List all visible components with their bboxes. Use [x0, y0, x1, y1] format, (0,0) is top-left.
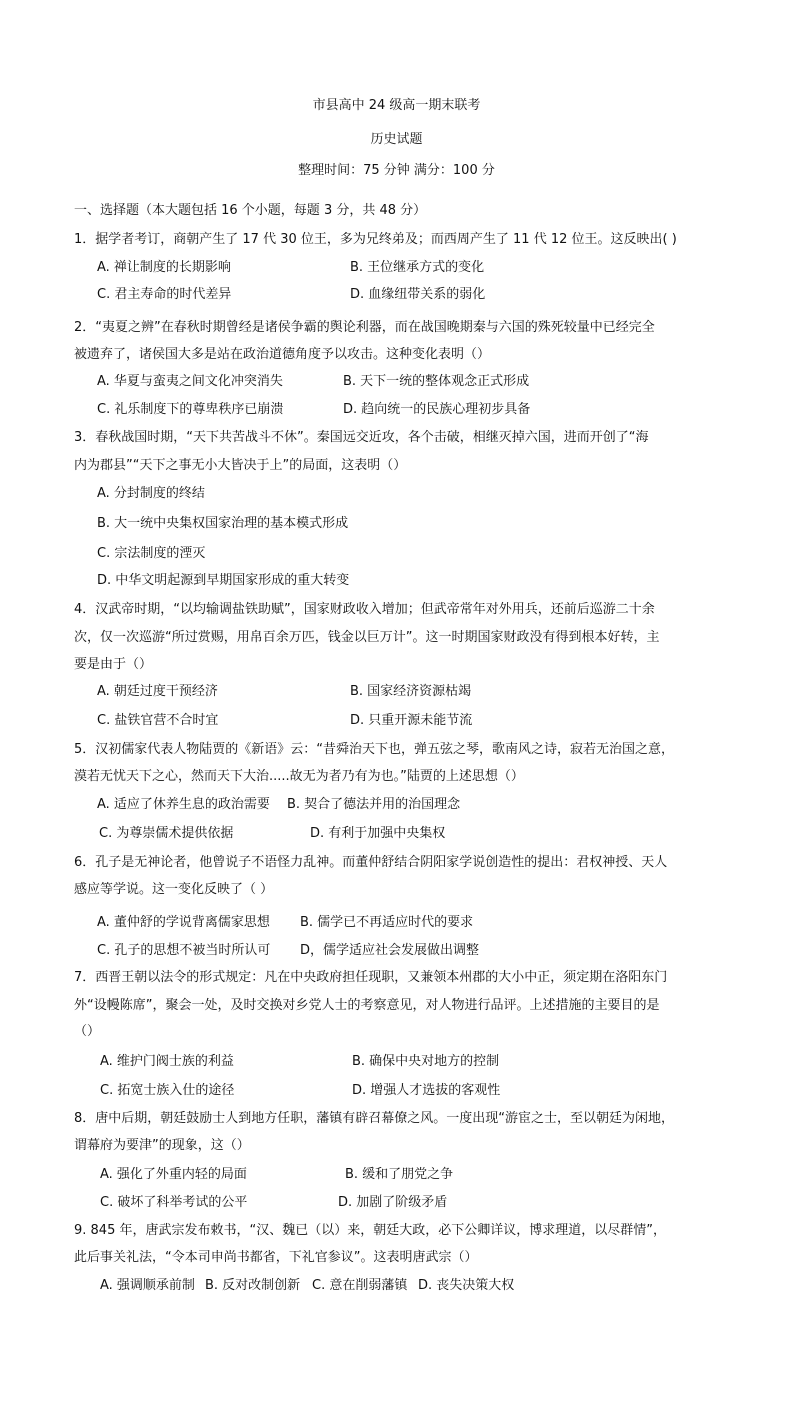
option-a: A. 适应了休养生息的政治需要 — [97, 797, 270, 812]
question-stem: 次，仅一次巡游“所过赏赐，用帛百余万匹，钱金以巨万计”。这一时期国家财政没有得到根本好转，主 — [74, 630, 660, 645]
option-a: A. 董仲舒的学说背离儒家思想 — [97, 915, 270, 930]
option-d: D. 血缘纽带关系的弱化 — [350, 287, 486, 302]
option-b: B. 王位继承方式的变化 — [350, 260, 485, 275]
option-c: C. 宗法制度的湮灭 — [97, 546, 206, 561]
option-a: A. 华夏与蛮夷之间文化冲突消失 — [97, 374, 283, 389]
question-stem: 4．汉武帝时期，“以均输调盐铁助赋”，国家财政收入增加；但武帝常年对外用兵，还前后巡游二十余 — [74, 602, 655, 617]
option-d: D. 增强人才选拔的客观性 — [352, 1083, 501, 1098]
question-stem: 漠若无忧天下之心，然而天下大治.....故无为者乃有为也。”陆贾的上述思想（） — [74, 769, 524, 784]
question-stem: 外“设幔陈席”，聚会一处，及时交换对乡党人士的考察意见，对人物进行品评。上述措施的主要目的是 — [74, 998, 660, 1013]
question-stem: 8．唐中后期，朝廷鼓励士人到地方任职，藩镇有辟召幕僚之风。一度出现“游宦之士，至以朝廷为闲地， — [74, 1111, 675, 1126]
option-b: B. 契合了德法并用的治国理念 — [287, 797, 461, 812]
question-stem: 7．西晋王朝以法令的形式规定：凡在中央政府担任现职，又兼领本州郡的大小中正，须定期在洛阳东门 — [74, 970, 668, 985]
question-stem: 感应等学说。这一变化反映了（ ） — [74, 882, 274, 897]
option-d: D. 丧失决策大权 — [418, 1278, 515, 1293]
option-d: D. 有利于加强中央集权 — [310, 826, 446, 841]
question-stem: 谓幕府为要津”的现象，这（） — [74, 1138, 250, 1153]
exam-title: 市县高中 24 级高一期末联考 — [312, 98, 481, 113]
option-a: A. 朝廷过度干预经济 — [97, 684, 218, 699]
option-c: C. 意在削弱藩镇 — [312, 1278, 408, 1293]
question-stem: 要是由于（） — [74, 657, 153, 672]
option-c: C. 拓宽士族入仕的途径 — [100, 1083, 235, 1098]
option-a: A. 强化了外重内轻的局面 — [100, 1167, 247, 1182]
question-stem: 内为郡县”“天下之事无小大皆决于上”的局面，这表明（） — [74, 458, 407, 473]
option-d: D. 加剧了阶级矛盾 — [338, 1195, 448, 1210]
option-a: A. 分封制度的终结 — [97, 486, 205, 501]
option-a: A. 维护门阀士族的利益 — [100, 1054, 234, 1069]
question-stem: （） — [74, 1024, 101, 1039]
option-d: D. 只重开源未能节流 — [350, 713, 473, 728]
option-a: A. 禅让制度的长期影响 — [97, 260, 231, 275]
option-c: C. 礼乐制度下的尊卑秩序已崩溃 — [97, 402, 284, 417]
section-heading: 一、选择题（本大题包括 16 个小题，每题 3 分，共 48 分） — [74, 203, 427, 218]
option-b: B. 确保中央对地方的控制 — [352, 1054, 500, 1069]
option-b: B. 国家经济资源枯竭 — [350, 684, 472, 699]
option-c: C. 孔子的思想不被当时所认可 — [97, 943, 271, 958]
exam-subject: 历史试题 — [370, 132, 423, 147]
question-stem: 3．春秋战国时期，“天下共苦战斗不休”。秦国远交近攻，各个击破，相继灭掉六国，进而开创了“海 — [74, 430, 649, 445]
option-b: B. 反对改制创新 — [205, 1278, 301, 1293]
option-d: D. 中华文明起源到早期国家形成的重大转变 — [97, 573, 350, 588]
exam-info: 整理时间：75 分钟 满分：100 分 — [298, 163, 495, 178]
option-d: D. 趋向统一的民族心理初步具备 — [343, 402, 531, 417]
question-stem: 6．孔子是无神论者，他曾说子不语怪力乱神。而董仲舒结合阴阳家学说创造性的提出：君权神授、天人 — [74, 855, 668, 870]
question-stem: 2．“夷夏之辨”在春秋时期曾经是诸侯争霸的舆论利器，而在战国晚期秦与六国的殊死较量中已经完全 — [74, 320, 655, 335]
option-c: C. 君主寿命的时代差异 — [97, 287, 232, 302]
option-a: A. 强调顺承前制 — [100, 1278, 195, 1293]
question-stem: 被遗弃了，诸侯国大多是站在政治道德角度予以攻击。这种变化表明（） — [74, 347, 491, 362]
question-stem: 9. 845 年，唐武宗发布敕书，“汉、魏已（以）来，朝廷大政，必下公卿详议，博求理道，以尽群情”， — [74, 1223, 666, 1238]
option-c: C. 破坏了科举考试的公平 — [100, 1195, 248, 1210]
option-b: B. 天下一统的整体观念正式形成 — [343, 374, 530, 389]
option-b: B. 大一统中央集权国家治理的基本模式形成 — [97, 516, 349, 531]
option-c: C. 盐铁官营不合时宜 — [97, 713, 219, 728]
question-stem: 5．汉初儒家代表人物陆贾的《新语》云：“昔舜治天下也，弹五弦之琴，歌南风之诗，寂若无治国之意， — [74, 742, 675, 757]
option-d: D，儒学适应社会发展做出调整 — [300, 943, 480, 958]
question-stem: 此后事关礼法，“令本司申尚书都省，下礼官参议”。这表明唐武宗（） — [74, 1250, 478, 1265]
option-c: C. 为尊崇儒术提供依据 — [99, 826, 234, 841]
question-stem: 1．据学者考订，商朝产生了 17 代 30 位王，多为兄终弟及；而西周产生了 11 代 12 位王。这反映出( ) — [74, 232, 677, 247]
option-b: B. 缓和了朋党之争 — [345, 1167, 454, 1182]
option-b: B. 儒学已不再适应时代的要求 — [300, 915, 474, 930]
